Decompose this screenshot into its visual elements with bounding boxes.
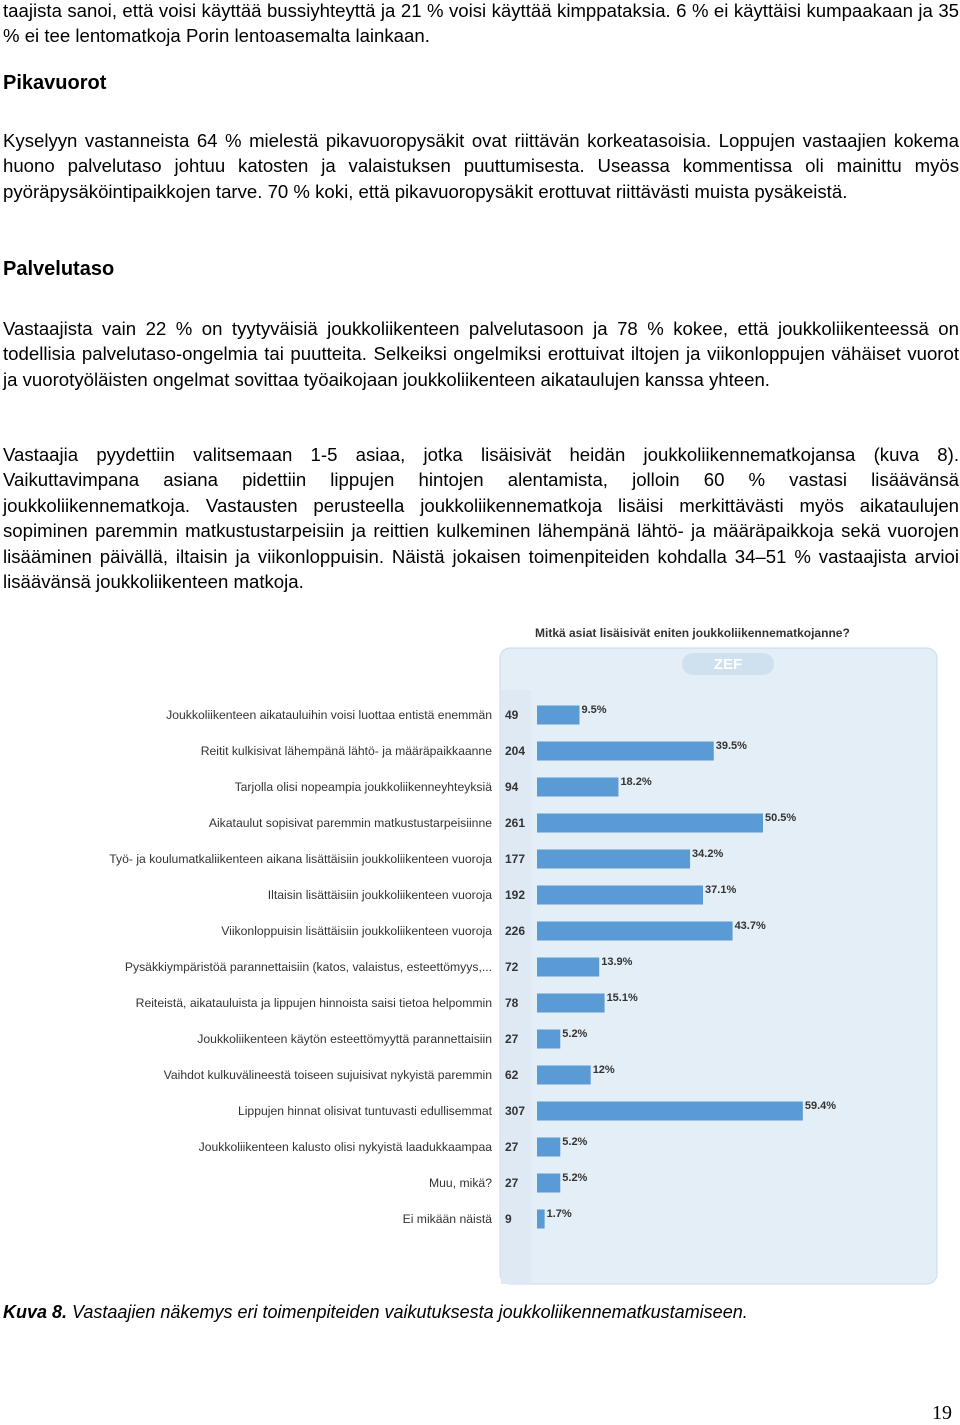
count-label: 78 bbox=[505, 996, 519, 1010]
bar bbox=[537, 958, 599, 977]
count-label: 49 bbox=[505, 708, 519, 722]
bar bbox=[537, 814, 763, 833]
value-label: 43.7% bbox=[734, 920, 766, 932]
category-label: Muu, mikä? bbox=[429, 1176, 492, 1190]
count-label: 226 bbox=[505, 924, 526, 938]
bar bbox=[537, 886, 703, 905]
category-label: Joukkoliikenteen kalusto olisi nykyistä laadukkaampaa bbox=[198, 1140, 492, 1154]
category-label: Pysäkkiympäristöä parannettaisiin (katos, valaistus, esteettömyys,... bbox=[124, 960, 492, 974]
bar-chart bbox=[0, 616, 960, 1296]
bar bbox=[537, 1066, 591, 1085]
value-label: 5.2% bbox=[562, 1028, 588, 1040]
page-number: 19 bbox=[932, 1402, 952, 1424]
caption-text: Vastaajien näkemys eri toimenpiteiden vaikutuksesta joukkoliikennematkustamiseen. bbox=[67, 1302, 748, 1322]
value-label: 5.2% bbox=[562, 1136, 588, 1148]
zef-logo bbox=[682, 653, 774, 675]
value-label: 1.7% bbox=[546, 1208, 572, 1220]
count-label: 9 bbox=[505, 1212, 512, 1226]
bar bbox=[537, 742, 714, 761]
category-label: Vaihdot kulkuvälineestä toiseen sujuisivat nykyistä paremmin bbox=[163, 1068, 492, 1082]
figure-8 bbox=[0, 616, 960, 1296]
zef-logo-text: ZEF bbox=[713, 656, 743, 673]
count-label: 27 bbox=[505, 1140, 519, 1154]
bar bbox=[537, 706, 580, 725]
category-label: Reiteistä, aikatauluista ja lippujen hinnoista saisi tietoa helpommin bbox=[135, 996, 492, 1010]
heading-palvelutaso: Palvelutaso bbox=[3, 258, 115, 280]
value-label: 39.5% bbox=[715, 740, 747, 752]
category-label: Joukkoliikenteen aikatauluihin voisi luottaa entistä enemmän bbox=[166, 708, 492, 722]
value-label: 5.2% bbox=[562, 1172, 588, 1184]
value-label: 34.2% bbox=[692, 848, 724, 860]
count-label: 27 bbox=[505, 1176, 519, 1190]
paragraph-palvelutaso-1: Vastaajista vain 22 % on tyytyväisiä joukkoliikenteen palvelutasoon ja 78 % kokee, että joukkoliikenteessä on todellisia palvelutaso-ongelmia tai puutteita. Selkeiksi ongelmiksi erottuivat iltojen ja viikonloppujen vähäiset vuorot ja vuorotyöläisten ongelmat sovittaa työaikojaan joukkoliikenteen aikataulujen kanssa yhteen. bbox=[3, 318, 959, 390]
value-label: 37.1% bbox=[705, 884, 737, 896]
category-label: Aikataulut sopisivat paremmin matkustustarpeisiinne bbox=[208, 816, 492, 830]
count-label: 62 bbox=[505, 1068, 519, 1082]
count-label: 72 bbox=[505, 960, 519, 974]
count-label: 27 bbox=[505, 1032, 519, 1046]
figure-caption bbox=[3, 1302, 748, 1323]
category-label: Viikonloppuisin lisättäisiin joukkoliikenteen vuoroja bbox=[221, 924, 492, 938]
bar bbox=[537, 1030, 560, 1049]
category-label: Ei mikään näistä bbox=[402, 1212, 492, 1226]
bar bbox=[537, 850, 690, 869]
count-label: 261 bbox=[505, 816, 526, 830]
value-label: 15.1% bbox=[606, 992, 638, 1004]
value-label: 9.5% bbox=[581, 704, 607, 716]
category-label: Lippujen hinnat olisivat tuntuvasti edullisemmat bbox=[237, 1104, 492, 1118]
category-label: Reitit kulkisivat lähempänä lähtö- ja määräpaikkaanne bbox=[200, 744, 492, 758]
value-label: 12% bbox=[592, 1064, 615, 1076]
paragraph-intro: taajista sanoi, että voisi käyttää bussiyhteyttä ja 21 % voisi käyttää kimppataksia. 6 % ei käyttäisi kumpaakaan ja 35 % ei tee lentomatkoja Porin lentoasemalta lainkaan. bbox=[3, 0, 959, 47]
bar bbox=[537, 1210, 545, 1229]
bar bbox=[537, 1174, 560, 1193]
count-label: 192 bbox=[505, 888, 526, 902]
bar bbox=[537, 1102, 803, 1121]
value-label: 50.5% bbox=[765, 812, 797, 824]
category-label: Joukkoliikenteen käytön esteettömyyttä parannettaisiin bbox=[197, 1032, 492, 1046]
chart-title: Mitkä asiat lisäisivät eniten joukkoliikennematkojanne? bbox=[535, 626, 850, 640]
count-label: 204 bbox=[505, 744, 526, 758]
caption-label: Kuva 8. bbox=[3, 1302, 68, 1322]
paragraph-pikavuorot: Kyselyyn vastanneista 64 % mielestä pikavuoropysäkit ovat riittävän korkeatasoisia. Loppujen vastaajien kokema huono palvelutaso johtuu katosten ja valaistuksen puuttumisesta. Useassa kommentissa oli mainittu myös pyöräpysäköintipaikkojen tarve. 70 % koki, että pikavuoropysäkit erottuvat riittävästi muista pysäkeistä. bbox=[3, 130, 959, 202]
count-label: 307 bbox=[505, 1104, 526, 1118]
bar bbox=[537, 994, 605, 1013]
bar bbox=[537, 778, 618, 797]
value-label: 59.4% bbox=[804, 1100, 837, 1112]
paragraph-palvelutaso-2: Vastaajia pyydettiin valitsemaan 1-5 asiaa, jotka lisäisivät heidän joukkoliikennematkojansa (kuva 8). Vaikuttavimpana asiana pidettiin lippujen hintojen alentamista, jolloin 60 % vastasi lisäävänsä joukkoliikennematkoja. Vastausten perusteella joukkoliikennematkoja lisäisi merkittävästi myös aikataulujen sopiminen paremmin matkustustarpeisiin ja reittien kulkeminen lähempänä lähtö- ja määräpaikkoja sekä vuorojen lisääminen päivällä, iltaisin ja viikonloppuisin. Näistä jokaisen toimenpiteiden kohdalla 34–51 % vastaajista arvioi lisäävänsä joukkoliikenteen matkoja. bbox=[3, 444, 959, 593]
category-label: Iltaisin lisättäisiin joukkoliikenteen vuoroja bbox=[267, 888, 492, 902]
value-label: 13.9% bbox=[601, 956, 633, 968]
heading-pikavuorot: Pikavuorot bbox=[3, 72, 107, 94]
category-label: Työ- ja koulumatkaliikenteen aikana lisättäisiin joukkoliikenteen vuoroja bbox=[109, 852, 492, 866]
value-label: 18.2% bbox=[620, 776, 652, 788]
bar bbox=[537, 922, 733, 941]
bar bbox=[537, 1138, 560, 1157]
count-label: 94 bbox=[505, 780, 519, 794]
count-label: 177 bbox=[505, 852, 526, 866]
category-label: Tarjolla olisi nopeampia joukkoliikenneyhteyksiä bbox=[234, 780, 492, 794]
